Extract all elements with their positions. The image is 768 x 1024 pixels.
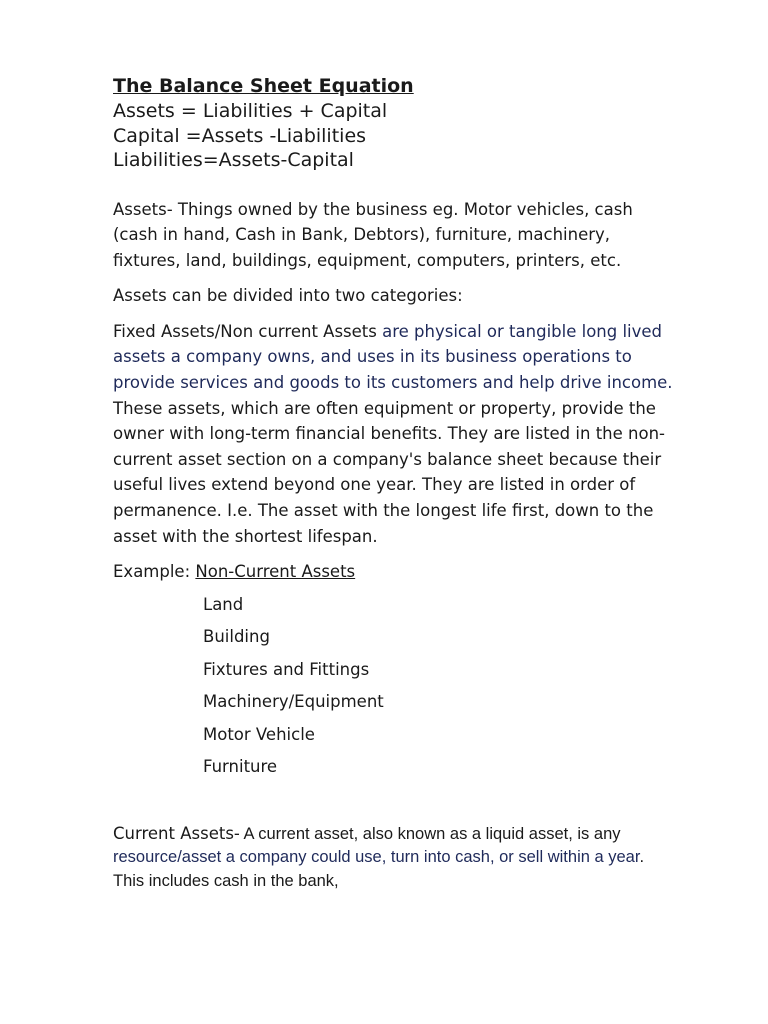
current-assets-paragraph [113,822,673,894]
example-line [113,559,673,585]
fixed-assets-lead: Fixed Assets/Non current Assets [113,321,377,341]
current-assets-part2: . This includes cash in the bank, [113,848,645,890]
list-item: Machinery/Equipment [203,692,384,712]
equation-capital: Capital =Assets -Liabilities [113,124,367,147]
current-assets-highlight: resource/asset a company could use, turn into cash, or sell within a year [113,848,640,867]
fixed-assets-rest: These assets, which are often equipment or property, provide the owner with long-term financial benefits. They are listed in the non-current asset section on a company's balance sheet because their useful lives extend beyond one year. They are listed in order of permanence. I.e. The asset with the longest life first, down to the asset with the shortest lifespan. [113,398,665,546]
example-heading: Non-Current Assets [195,562,356,582]
list-item: Fixtures and Fittings [203,659,370,679]
fixed-assets-highlight: are physical or tangible long lived assets a company owns, and uses in its business operations to provide services and goods to its customers and help drive income. [113,321,673,393]
list-item: Motor Vehicle [203,724,315,744]
example-label: Example: [113,562,196,582]
equation-liabilities: Liabilities=Assets-Capital [113,149,354,171]
non-current-assets-list [203,589,673,784]
categories-intro: Assets can be divided into two categories: [113,286,463,306]
list-item: Land [203,594,244,614]
document-title: The Balance Sheet Equation [113,75,414,97]
list-item: Building [203,627,270,647]
assets-definition: Assets- Things owned by the business eg. Motor vehicles, cash (cash in hand, Cash in Bank, Debtors), furniture, machinery, fixtures, land, buildings, equipment, computers, printers, etc. [113,199,633,270]
document-page [113,74,673,893]
list-item: Furniture [203,757,278,777]
fixed-assets-paragraph [113,319,673,549]
current-assets-part1: A current asset, also known as a liquid asset, is any [239,824,621,843]
equation-assets: Assets = Liabilities + Capital [113,100,388,122]
equation-list [113,99,673,173]
current-assets-lead: Current Assets- [113,823,240,843]
